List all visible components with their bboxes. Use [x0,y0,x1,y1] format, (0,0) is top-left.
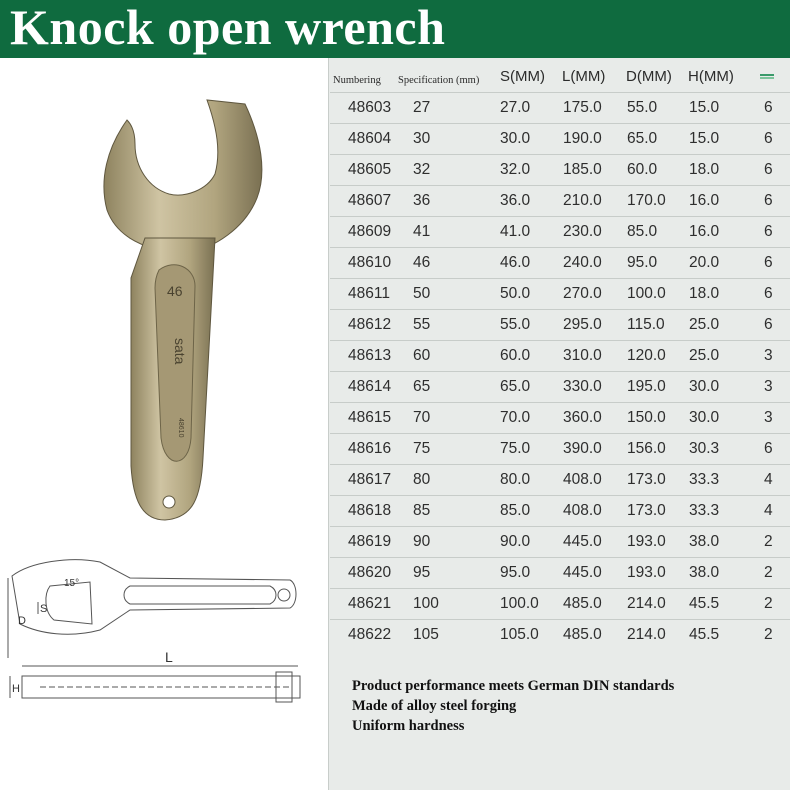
cell-quantity: 3 [764,409,773,426]
cell-s: 90.0 [500,533,531,550]
cell-numbering: 48604 [348,130,392,147]
table-row [330,340,790,371]
cell-quantity: 6 [764,161,773,178]
cell-l: 445.0 [563,533,602,550]
cell-s: 32.0 [500,161,531,178]
cell-numbering: 48620 [348,564,392,581]
title-banner [0,0,790,58]
cell-numbering: 48618 [348,502,392,519]
cell-s: 41.0 [500,223,531,240]
cell-numbering: 48616 [348,440,392,457]
cell-specification: 41 [413,223,431,240]
cell-numbering: 48610 [348,254,392,271]
drawing-angle-label: 15° [64,578,80,589]
wrench-photo [95,98,275,528]
cell-quantity: 6 [764,254,773,271]
cell-specification: 80 [413,471,431,488]
cell-s: 30.0 [500,130,531,147]
header-specification: Specification (mm) [398,75,480,86]
cell-h: 33.3 [689,502,720,519]
cell-quantity: 6 [764,99,773,116]
cell-l: 390.0 [563,440,602,457]
cell-quantity: 6 [764,192,773,209]
cell-quantity: 6 [764,440,773,457]
cell-h: 18.0 [689,161,720,178]
cell-l: 408.0 [563,502,602,519]
cell-s: 85.0 [500,502,531,519]
technical-drawing [0,548,320,728]
table-row [330,154,790,185]
cell-specification: 70 [413,409,431,426]
cell-h: 30.0 [689,409,720,426]
feature-item: Product performance meets German DIN standards [352,678,675,694]
cell-numbering: 48613 [348,347,392,364]
cell-quantity: 2 [764,564,773,581]
cell-d: 173.0 [627,502,666,519]
cell-specification: 27 [413,99,431,116]
cell-numbering: 48607 [348,192,392,209]
cell-h: 30.0 [689,378,720,395]
cell-s: 65.0 [500,378,531,395]
cell-d: 85.0 [627,223,658,240]
table-row [330,588,790,619]
cell-d: 193.0 [627,564,666,581]
table-row [330,402,790,433]
cell-specification: 50 [413,285,431,302]
cell-specification: 30 [413,130,431,147]
cell-specification: 75 [413,440,431,457]
feature-list [352,676,674,736]
table-row [330,92,790,123]
cell-d: 100.0 [627,285,666,302]
cell-d: 120.0 [627,347,666,364]
cell-d: 65.0 [627,130,658,147]
cell-l: 360.0 [563,409,602,426]
cell-specification: 95 [413,564,431,581]
cell-numbering: 48612 [348,316,392,333]
cell-l: 310.0 [563,347,602,364]
cell-numbering: 48614 [348,378,392,395]
cell-s: 60.0 [500,347,531,364]
cell-quantity: 6 [764,285,773,302]
cell-numbering: 48605 [348,161,392,178]
cell-h: 30.3 [689,440,720,457]
cell-l: 270.0 [563,285,602,302]
cell-d: 173.0 [627,471,666,488]
feature-item: Made of alloy steel forging [352,698,517,714]
table-row [330,557,790,588]
table-row [330,309,790,340]
cell-h: 16.0 [689,192,720,209]
cell-s: 105.0 [500,626,539,643]
cell-specification: 65 [413,378,431,395]
cell-s: 55.0 [500,316,531,333]
table-row [330,526,790,557]
cell-s: 70.0 [500,409,531,426]
cell-l: 190.0 [563,130,602,147]
cell-h: 38.0 [689,564,720,581]
cell-s: 50.0 [500,285,531,302]
header-h: H(MM) [688,68,734,85]
cell-s: 36.0 [500,192,531,209]
cell-quantity: 4 [764,471,773,488]
cell-l: 445.0 [563,564,602,581]
cell-numbering: 48622 [348,626,392,643]
cell-h: 25.0 [689,347,720,364]
cell-s: 95.0 [500,564,531,581]
cell-h: 45.5 [689,595,720,612]
cell-l: 185.0 [563,161,602,178]
table-row [330,185,790,216]
cell-h: 33.3 [689,471,720,488]
cell-s: 27.0 [500,99,531,116]
cell-specification: 90 [413,533,431,550]
cell-specification: 100 [413,595,439,612]
cell-quantity: 4 [764,502,773,519]
table-row [330,247,790,278]
cell-numbering: 48617 [348,471,392,488]
cell-d: 214.0 [627,595,666,612]
cell-l: 175.0 [563,99,602,116]
cell-l: 408.0 [563,471,602,488]
cell-d: 55.0 [627,99,658,116]
cell-quantity: 6 [764,223,773,240]
header-s: S(MM) [500,68,545,85]
drawing-l-label: L [165,649,173,665]
cell-numbering: 48621 [348,595,392,612]
cell-h: 45.5 [689,626,720,643]
cell-h: 15.0 [689,130,720,147]
cell-numbering: 48609 [348,223,392,240]
drawing-s-label: S [40,603,48,615]
cell-d: 95.0 [627,254,658,271]
cell-d: 150.0 [627,409,666,426]
panel-divider [328,58,329,790]
cell-h: 16.0 [689,223,720,240]
cell-l: 210.0 [563,192,602,209]
drawing-d-label: D [18,615,26,627]
header-l: L(MM) [562,68,606,85]
header-d: D(MM) [626,68,672,85]
cell-quantity: 2 [764,595,773,612]
cell-specification: 85 [413,502,431,519]
spec-table [330,92,790,650]
photo-brand-mark: sata [172,338,188,365]
photo-code-mark: 48610 [177,418,184,438]
cell-specification: 55 [413,316,431,333]
cell-l: 240.0 [563,254,602,271]
cell-l: 230.0 [563,223,602,240]
cell-s: 100.0 [500,595,539,612]
cell-l: 485.0 [563,595,602,612]
header-numbering: Numbering [333,75,381,86]
cell-d: 60.0 [627,161,658,178]
table-row [330,619,790,650]
table-row [330,123,790,154]
cell-specification: 36 [413,192,431,209]
cell-s: 46.0 [500,254,531,271]
cell-h: 25.0 [689,316,720,333]
cell-quantity: 2 [764,626,773,643]
cell-h: 15.0 [689,99,720,116]
table-row [330,433,790,464]
cell-specification: 60 [413,347,431,364]
cell-d: 214.0 [627,626,666,643]
cell-quantity: 3 [764,378,773,395]
cell-h: 18.0 [689,285,720,302]
cell-quantity: 2 [764,533,773,550]
table-row [330,278,790,309]
cell-specification: 105 [413,626,439,643]
cell-quantity: 3 [764,347,773,364]
cell-numbering: 48603 [348,99,392,116]
cell-d: 115.0 [627,316,665,333]
cell-quantity: 6 [764,316,773,333]
cell-specification: 32 [413,161,431,178]
cell-h: 38.0 [689,533,720,550]
cell-d: 193.0 [627,533,666,550]
feature-item: Uniform hardness [352,718,465,734]
cell-d: 170.0 [627,192,666,209]
cell-quantity: 6 [764,130,773,147]
table-row [330,216,790,247]
cell-s: 75.0 [500,440,531,457]
drawing-h-label: H [12,683,20,695]
page-title: Knock open wrench [10,0,446,55]
cell-l: 295.0 [563,316,602,333]
cell-s: 80.0 [500,471,531,488]
table-row [330,371,790,402]
table-row [330,495,790,526]
table-row [330,464,790,495]
stack-icon [759,73,775,81]
cell-h: 20.0 [689,254,720,271]
cell-numbering: 48619 [348,533,392,550]
cell-specification: 46 [413,254,431,271]
photo-size-mark: 46 [167,283,183,299]
cell-l: 330.0 [563,378,602,395]
cell-numbering: 48611 [348,285,390,302]
cell-numbering: 48615 [348,409,392,426]
cell-d: 195.0 [627,378,666,395]
cell-l: 485.0 [563,626,602,643]
cell-d: 156.0 [627,440,666,457]
